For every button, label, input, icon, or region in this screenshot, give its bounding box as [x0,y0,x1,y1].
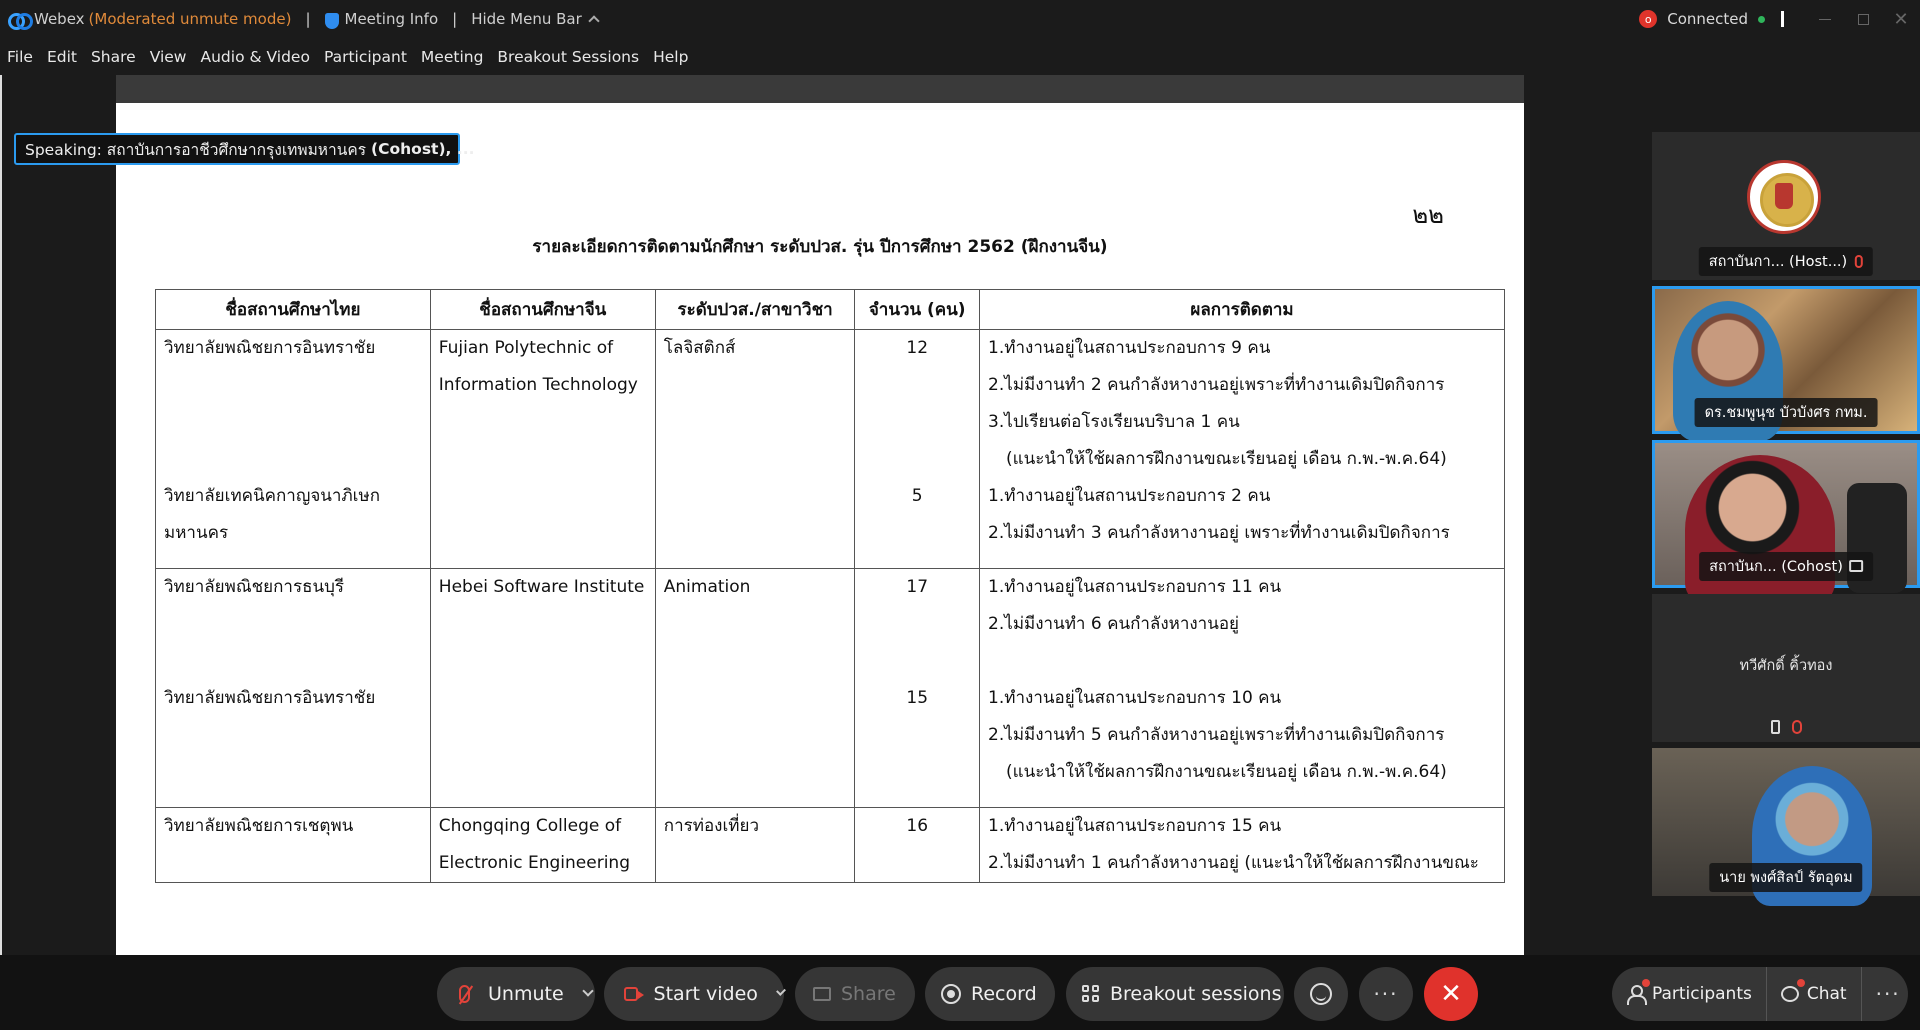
participant-name: ทวีศักดิ์ คิ้วทอง [1739,658,1833,674]
more-icon: ··· [1875,982,1901,1006]
cell-line: 1.ทำงานอยู่ในสถานประกอบการ 15 คน [988,816,1282,836]
major-cell [655,569,855,808]
shared-content-header [116,75,1524,103]
count-cell [855,330,980,569]
column-header: ระดับปวส./สาขาวิชา [655,290,855,330]
cell-line: วิทยาลัยพณิชยการอินทราชัย [164,688,376,708]
document-title: รายละเอียดการติดตามนักศึกษา ระดับปวส. รุ่น ปีการศึกษา 2562 (ฝึกงานจีน) [532,237,1108,257]
cell-line: 5 [911,486,923,506]
hide-menu-bar-label: Hide Menu Bar [471,10,582,28]
participant-name-label [1699,247,1873,276]
cell-line: วิทยาลัยพณิชยการธนบุรี [164,577,345,597]
cell-line: (แนะนำให้ใช้ผลการฝึกงานขณะเรียนอยู่ เดือน ก.พ.-พ.ค.64) [1006,762,1447,782]
menu-audio-video[interactable]: Audio & Video [200,48,310,66]
restore-button[interactable] [1844,0,1882,38]
participant-tile-cohost[interactable] [1652,440,1920,588]
breakout-label: Breakout sessions [1110,983,1282,1005]
table-header-row [156,290,1505,330]
cell-line: 1.ทำงานอยู่ในสถานประกอบการ 11 คน [988,577,1282,597]
cell-line: โลจิสติกส์ [663,338,736,358]
smile-icon [1310,983,1332,1005]
cell-line: 17 [906,577,929,597]
cell-line: 1.ทำงานอยู่ในสถานประกอบการ 9 คน [988,338,1271,358]
breakout-sessions-button[interactable] [1066,967,1284,1021]
column-header: ชื่อสถานศึกษาไทย [156,290,431,330]
table-row [156,330,1505,569]
sharing-icon [1849,560,1863,572]
cell-line: Animation [663,577,751,597]
participants-icon [1626,985,1644,1003]
count-cell [855,569,980,808]
chat-panel-button[interactable] [1766,967,1861,1021]
table-row [156,569,1505,808]
china-institution-cell [430,808,655,883]
speaker-role: (Cohost), ... [371,140,475,158]
cell-line: 2.ไม่มีงานทำ 1 คนกำลังหางานอยู่ (แนะนำให้ใช้ผลการฝึกงานขณะ [988,853,1479,873]
minimize-icon [1819,19,1831,20]
cell-line: 2.ไม่มีงานทำ 2 คนกำลังหางานอยู่เพราะที่ทำงานเดิมปิดกิจการ [988,375,1445,395]
notification-badge [1797,979,1805,987]
participant-name: สถาบันก... (Cohost) [1709,559,1843,575]
phone-icon [1771,720,1780,734]
major-cell [655,808,855,883]
record-label: Record [971,983,1037,1005]
record-icon [941,984,961,1004]
chat-icon [1781,986,1799,1002]
thai-institution-cell [156,330,431,569]
leave-meeting-button[interactable]: ✕ [1424,967,1478,1021]
start-video-button[interactable] [604,967,784,1021]
participants-label: Participants [1652,984,1752,1004]
separator: | [305,10,311,28]
table-row [156,808,1505,883]
speaker-name: Speaking: สถาบันการอาชีวศึกษากรุงเทพมหานคร [25,140,367,159]
minimize-button[interactable] [1806,0,1844,38]
cell-line: Fujian Polytechnic of [438,338,614,358]
notification-badge [1642,979,1650,987]
count-cell [855,808,980,883]
reactions-button[interactable] [1294,967,1348,1021]
participant-name-label [1699,552,1873,581]
thai-institution-cell [156,569,431,808]
app-name: Webex [34,10,85,28]
menu-file[interactable]: File [7,48,33,66]
shield-icon [325,13,339,29]
share-screen-icon [813,987,831,1001]
major-cell [655,330,855,569]
result-cell [980,569,1505,808]
column-header: ผลการติดตาม [980,290,1505,330]
menu-bar [0,40,702,74]
cell-line: วิทยาลัยเทคนิคกาญจนาภิเษก [164,486,380,506]
menu-participant[interactable]: Participant [323,48,407,66]
china-institution-cell [430,569,655,808]
mic-muted-icon [459,985,470,1003]
thai-institution-cell [156,808,431,883]
cell-line: Hebei Software Institute [438,577,645,597]
mic-muted-icon [1855,255,1863,268]
participant-video-person [1685,455,1835,605]
cell-line: 2.ไม่มีงานทำ 5 คนกำลังหางานอยู่เพราะที่ทำงานเดิมปิดกิจการ [988,725,1445,745]
menu-edit[interactable]: Edit [46,48,77,66]
cell-line: 16 [906,816,929,836]
cell-line: 12 [906,338,929,358]
separator: | [452,10,458,28]
close-window-button[interactable]: ✕ [1893,8,1909,30]
mic-muted-icon [1792,720,1802,734]
cell-line: 2.ไม่มีงานทำ 3 คนกำลังหางานอยู่ เพราะที่ทำงานเดิมปิดกิจการ [988,523,1450,543]
cell-line: 3.ไปเรียนต่อโรงเรียนบริบาล 1 คน [988,412,1240,432]
restore-icon [1858,14,1869,25]
active-speaker-banner [14,133,475,165]
recording-indicator-icon: o [1639,10,1657,28]
cell-line: (แนะนำให้ใช้ผลการฝึกงานขณะเรียนอยู่ เดือน ก.พ.-พ.ค.64) [1006,449,1447,469]
cell-line: 1.ทำงานอยู่ในสถานประกอบการ 10 คน [988,688,1282,708]
panel-controls [1612,967,1908,1021]
connection-status[interactable]: Connected [1667,10,1748,28]
meeting-info-button[interactable] [325,10,439,28]
result-cell [980,330,1505,569]
participants-panel-button[interactable] [1612,967,1766,1021]
participant-tile-video-2[interactable] [1652,748,1920,896]
share-label: Share [841,983,896,1005]
chevron-down-icon[interactable] [776,986,786,996]
camera-off-icon [624,987,638,1001]
chat-label: Chat [1806,984,1847,1004]
shared-document[interactable] [116,103,1524,955]
more-icon: ··· [1373,982,1399,1006]
result-cell [980,808,1505,883]
cell-line: วิทยาลัยพณิชยการเชตุพน [164,816,354,836]
meeting-mode: (Moderated unmute mode) [88,10,292,28]
menu-help[interactable]: Help [653,48,689,66]
participant-name-label: นาย พงศ์สิลป์ รัตอุดม [1709,863,1862,892]
institution-seal-logo [1747,160,1821,234]
more-options-button[interactable] [1359,967,1413,1021]
cell-line: 15 [906,688,929,708]
china-institution-cell [430,330,655,569]
participant-tile-host[interactable] [1652,132,1920,280]
cell-line: การท่องเที่ยว [663,816,759,836]
column-header: ชื่อสถานศึกษาจีน [430,290,655,330]
meeting-info-label: Meeting Info [344,10,439,28]
chevron-down-icon[interactable] [582,985,593,996]
menu-share[interactable]: Share [90,48,136,66]
follow-up-table [155,289,1505,883]
content-edge [0,75,2,955]
chevron-up-icon [588,15,599,26]
status-dot-icon [1758,16,1765,23]
cell-line: วิทยาลัยพณิชยการอินทราชัย [164,338,376,358]
column-header: จำนวน (คน) [855,290,980,330]
webex-logo-icon [8,12,28,26]
cell-line: Chongqing College of [438,816,622,836]
record-button[interactable] [925,967,1055,1021]
participant-name-label: ดร.ชมพูนุช บัวบังศร กทม. [1695,398,1878,427]
participant-name: สถาบันกา... (Host...) [1708,254,1848,270]
cell-line: Information Technology [438,375,638,395]
panel-more-button[interactable] [1861,967,1915,1021]
unmute-button[interactable] [437,967,595,1021]
hide-menu-bar-button[interactable] [471,10,598,28]
menu-view[interactable]: View [149,48,187,66]
participant-tile-video-1[interactable] [1652,286,1920,434]
menu-breakout-sessions[interactable]: Breakout Sessions [497,48,640,66]
unmute-label: Unmute [488,983,564,1005]
participant-tile-name-only[interactable] [1652,594,1920,742]
cell-line: 2.ไม่มีงานทำ 6 คนกำลังหางานอยู่ [988,614,1240,634]
title-bar [0,0,1920,38]
breakout-grid-icon [1082,985,1100,1003]
cell-line: 1.ทำงานอยู่ในสถานประกอบการ 2 คน [988,486,1271,506]
cell-line: Electronic Engineering [438,853,630,873]
meeting-controls [0,955,1920,1030]
menu-meeting[interactable]: Meeting [420,48,484,66]
page-number: ๒๒ [1412,201,1444,229]
divider [1781,11,1784,27]
share-button[interactable] [795,967,915,1021]
start-video-label: Start video [653,983,758,1005]
cell-line: มหานคร [164,523,229,543]
